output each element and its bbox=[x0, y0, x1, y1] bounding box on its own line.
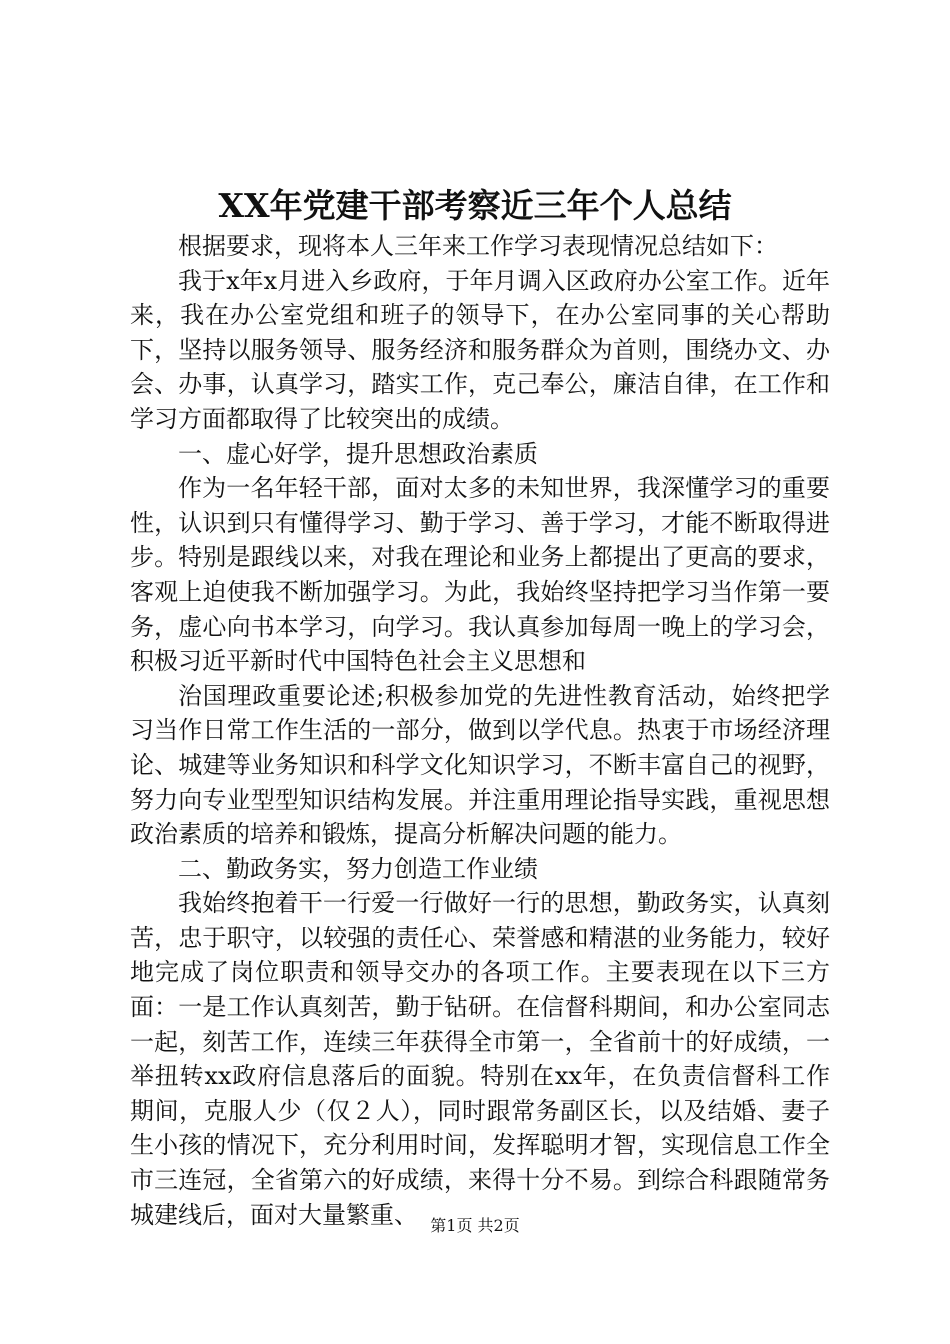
section-heading-2: 二、勤政务实，努力创造工作业绩 bbox=[178, 854, 538, 883]
document-title: XX年党建干部考察近三年个人总结 bbox=[218, 186, 732, 225]
section-heading-1: 一、虚心好学，提升思想政治素质 bbox=[178, 439, 538, 468]
paragraph-background: 我于x年x月进入乡政府，于年月调入区政府办公室工作。近年来，我在办公室党组和班子的领导下，在办公室同事的关心帮助下，坚持以服务领导、服务经济和服务群众为首则，围绕办文、办会、办事，认真学习，踏实工作，克己奉公，廉洁自律，在工作和学习方面都取得了比较突出的成绩。 bbox=[130, 266, 830, 433]
page-footer: 第1页 共2页 bbox=[430, 1216, 520, 1235]
document-body bbox=[130, 229, 830, 1232]
paragraph-study-1: 作为一名年轻干部，面对太多的未知世界，我深懂学习的重要性，认识到只有懂得学习、勤于学习、善于学习，才能不断取得进步。特别是跟线以来，对我在理论和业务上都提出了更高的要求，客观上迫使我不断加强学习。为此，我始终坚持把学习当作第一要务，虚心向书本学习，向学习。我认真参加每周一晚上的学习会，积极习近平新时代中国特色社会主义思想和 bbox=[130, 474, 830, 676]
paragraph-work: 我始终抱着干一行爱一行做好一行的思想，勤政务实，认真刻苦，忠于职守，以较强的责任心、荣誉感和精湛的业务能力，较好地完成了岗位职责和领导交办的各项工作。主要表现在以下三方面：一是工作认真刻苦，勤于钻研。在信督科期间，和办公室同志一起，刻苦工作，连续三年获得全市第一，全省前十的好成绩，一举扭转xx政府信息落后的面貌。特别在xx年，在负责信督科工作期间，克服人少（仅２人），同时跟常务副区长，以及结婚、妻子生小孩的情况下，充分利用时间，发挥聪明才智，实现信息工作全市三连冠，全省第六的好成绩，来得十分不易。到综合科跟随常务城建线后，面对大量繁重、 bbox=[130, 889, 830, 1229]
paragraph-intro: 根据要求，现将本人三年来工作学习表现情况总结如下： bbox=[178, 232, 778, 260]
paragraph-study-2: 治国理政重要论述;积极参加党的先进性教育活动，始终把学习当作日常工作生活的一部分，做到以学代息。热衷于市场经济理论、城建等业务知识和科学文化知识学习，不断丰富自己的视野，努力向专业型型知识结构发展。并注重用理论指导实践，重视思想政治素质的培养和锻炼，提高分析解决问题的能力。 bbox=[130, 681, 830, 849]
